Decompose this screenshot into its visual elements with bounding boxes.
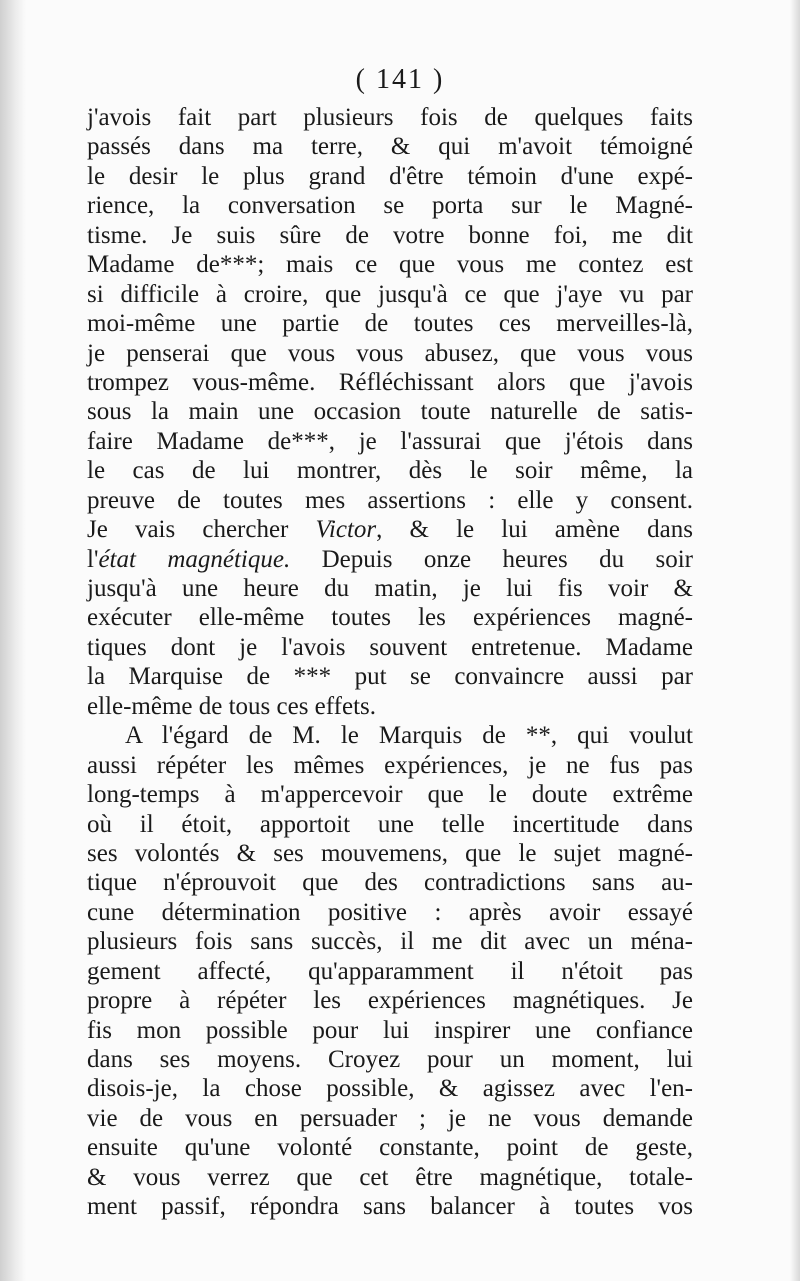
text-line: Madame de***; mais ce que vous me contez est	[87, 251, 693, 279]
text-line: le desir le plus grand d'être témoin d'une expé-	[87, 162, 693, 190]
text-line: tique n'éprouvoit que des contradictions sans au-	[87, 869, 693, 897]
text-line: jusqu'à une heure du matin, je lui fis voir &	[87, 575, 693, 602]
text-line: vie de vous en persuader ; je ne vous demande	[87, 1104, 693, 1132]
text-line: trompez vous-même. Réfléchissant alors que j'avois	[87, 368, 693, 396]
text-line: ensuite qu'une volonté constante, point de geste,	[87, 1134, 693, 1162]
text-line: disois-je, la chose possible, & agissez avec l'en-	[87, 1075, 693, 1103]
text-line: plusieurs fois sans succès, il me dit avec un ména-	[87, 928, 693, 956]
italic-text: état magnétique.	[98, 545, 291, 573]
text-line: sous la main une occasion toute naturelle de satis-	[87, 398, 693, 426]
text-line: dans ses moyens. Croyez pour un moment, lui	[87, 1046, 693, 1073]
text-line: cune détermination positive : après avoir essayé	[87, 898, 693, 926]
text-line: je penserai que vous vous abusez, que vous vous	[87, 339, 693, 367]
text-line: long-temps à m'appercevoir que le doute extrême	[87, 781, 693, 809]
text-line: propre à répéter les expériences magnétiques. Je	[87, 987, 693, 1015]
page-right-edge	[790, 0, 800, 1281]
text-line: passés dans ma terre, & qui m'avoit témoigné	[87, 133, 693, 161]
text-segment: l'	[87, 545, 99, 573]
text-line: fis mon possible pour lui inspirer une confiance	[87, 1016, 693, 1044]
text-line: elle-même de tous ces effets.	[87, 692, 377, 720]
text-line: moi-même une partie de toutes ces merveilles-là,	[87, 310, 693, 338]
page-left-edge	[0, 0, 26, 1281]
text-line: gement affecté, qu'apparamment il n'étoit pas	[87, 957, 693, 985]
page-number: ( 141 )	[355, 64, 445, 95]
body-text	[87, 103, 693, 1222]
text-line: ses volontés & ses mouvemens, que le sujet magné-	[87, 839, 693, 867]
text-line: faire Madame de***, je l'assurai que j'étois dans	[87, 427, 693, 455]
text-line	[87, 545, 693, 574]
text-line: & vous verrez que cet être magnétique, totale-	[87, 1163, 693, 1191]
text-line: exécuter elle-même toutes les expériences magné-	[87, 604, 693, 632]
text-line: preuve de toutes mes assertions : elle y consent.	[87, 486, 693, 514]
text-segment: , & le lui amène dans	[376, 516, 693, 544]
text-line: aussi répéter les mêmes expériences, je ne fus pas	[87, 751, 693, 779]
text-line: j'avois fait part plusieurs fois de quelques faits	[87, 104, 693, 131]
text-line: tiques dont je l'avois souvent entretenue. Madame	[87, 633, 693, 661]
text-line: tisme. Je suis sûre de votre bonne foi, me dit	[87, 221, 693, 249]
text-line: le cas de lui montrer, dès le soir même, la	[87, 457, 693, 485]
text-line: la Marquise de *** put se convaincre aussi par	[87, 663, 693, 691]
text-line: A l'égard de M. le Marquis de **, qui voulut	[125, 722, 693, 750]
text-segment: Depuis onze heures du soir	[290, 545, 693, 573]
text-line: si difficile à croire, que jusqu'à ce que j'aye vu par	[87, 280, 693, 308]
text-segment: Je vais chercher	[87, 516, 316, 544]
text-line: rience, la conversation se porta sur le Magné-	[87, 192, 693, 220]
text-line: où il étoit, apportoit une telle incertitude dans	[87, 810, 693, 838]
text-line	[87, 515, 693, 544]
text-line: ment passif, répondra sans balancer à toutes vos	[87, 1193, 693, 1221]
italic-text: Victor	[315, 516, 377, 544]
